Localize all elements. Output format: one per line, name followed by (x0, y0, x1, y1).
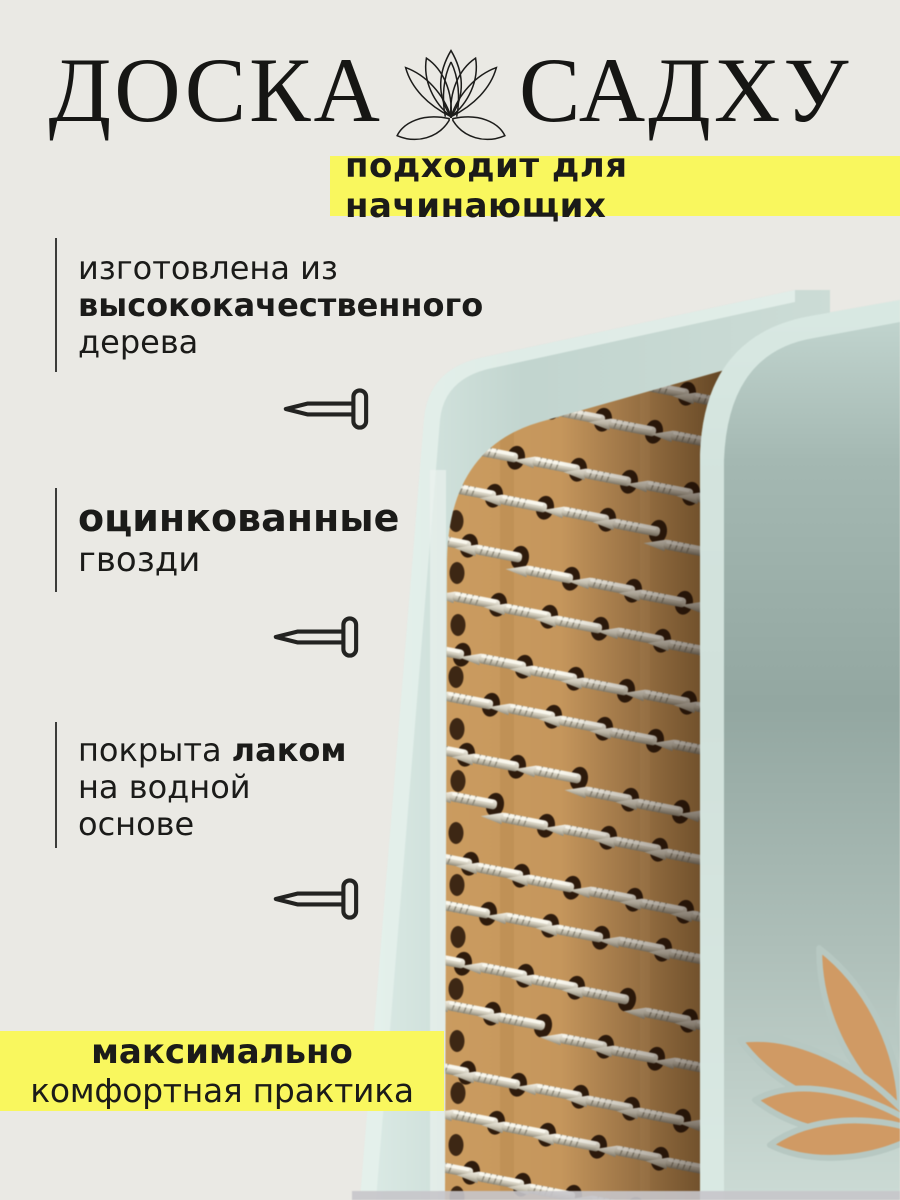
badge-for-beginners (330, 146, 900, 226)
feature-1-line-3: дерева (78, 323, 199, 361)
nail-icon (268, 614, 362, 660)
nail-icon (278, 386, 372, 432)
badge-top-text: подходит для начинающих (345, 146, 628, 226)
feature-lacquer (78, 732, 347, 843)
title-word-2: САДХУ (518, 39, 852, 141)
feature-2-line-1: оцинкованные (78, 496, 400, 540)
feature-2-line-2: гвозди (78, 540, 201, 580)
feature-nails (78, 496, 399, 580)
sadhu-board-back (700, 300, 900, 1200)
feature-2-rule (55, 488, 57, 592)
feature-wood (78, 250, 483, 361)
feature-1-rule (55, 238, 57, 372)
feature-3-line-3: основе (78, 805, 195, 843)
feature-3-line-1-bold: лаком (231, 731, 347, 769)
lotus-flower-line-icon (393, 43, 509, 147)
feature-3-line-2: на водной (78, 768, 251, 806)
page-title (0, 30, 900, 150)
badge-bottom-line-1: максимально (91, 1032, 353, 1072)
feature-1-line-1: изготовлена из (78, 249, 338, 287)
badge-comfortable-practice (0, 1031, 444, 1111)
title-word-1: ДОСКА (48, 39, 383, 141)
feature-3-line-1 (78, 732, 347, 769)
feature-3-line-1-regular: покрыта (78, 731, 222, 769)
nail-icon (268, 876, 362, 922)
feature-3-rule (55, 722, 57, 848)
floor-strip (352, 1191, 900, 1200)
feature-1-line-2: высококачественного (78, 286, 484, 324)
badge-bottom-line-2: комфортная практика (30, 1071, 414, 1110)
